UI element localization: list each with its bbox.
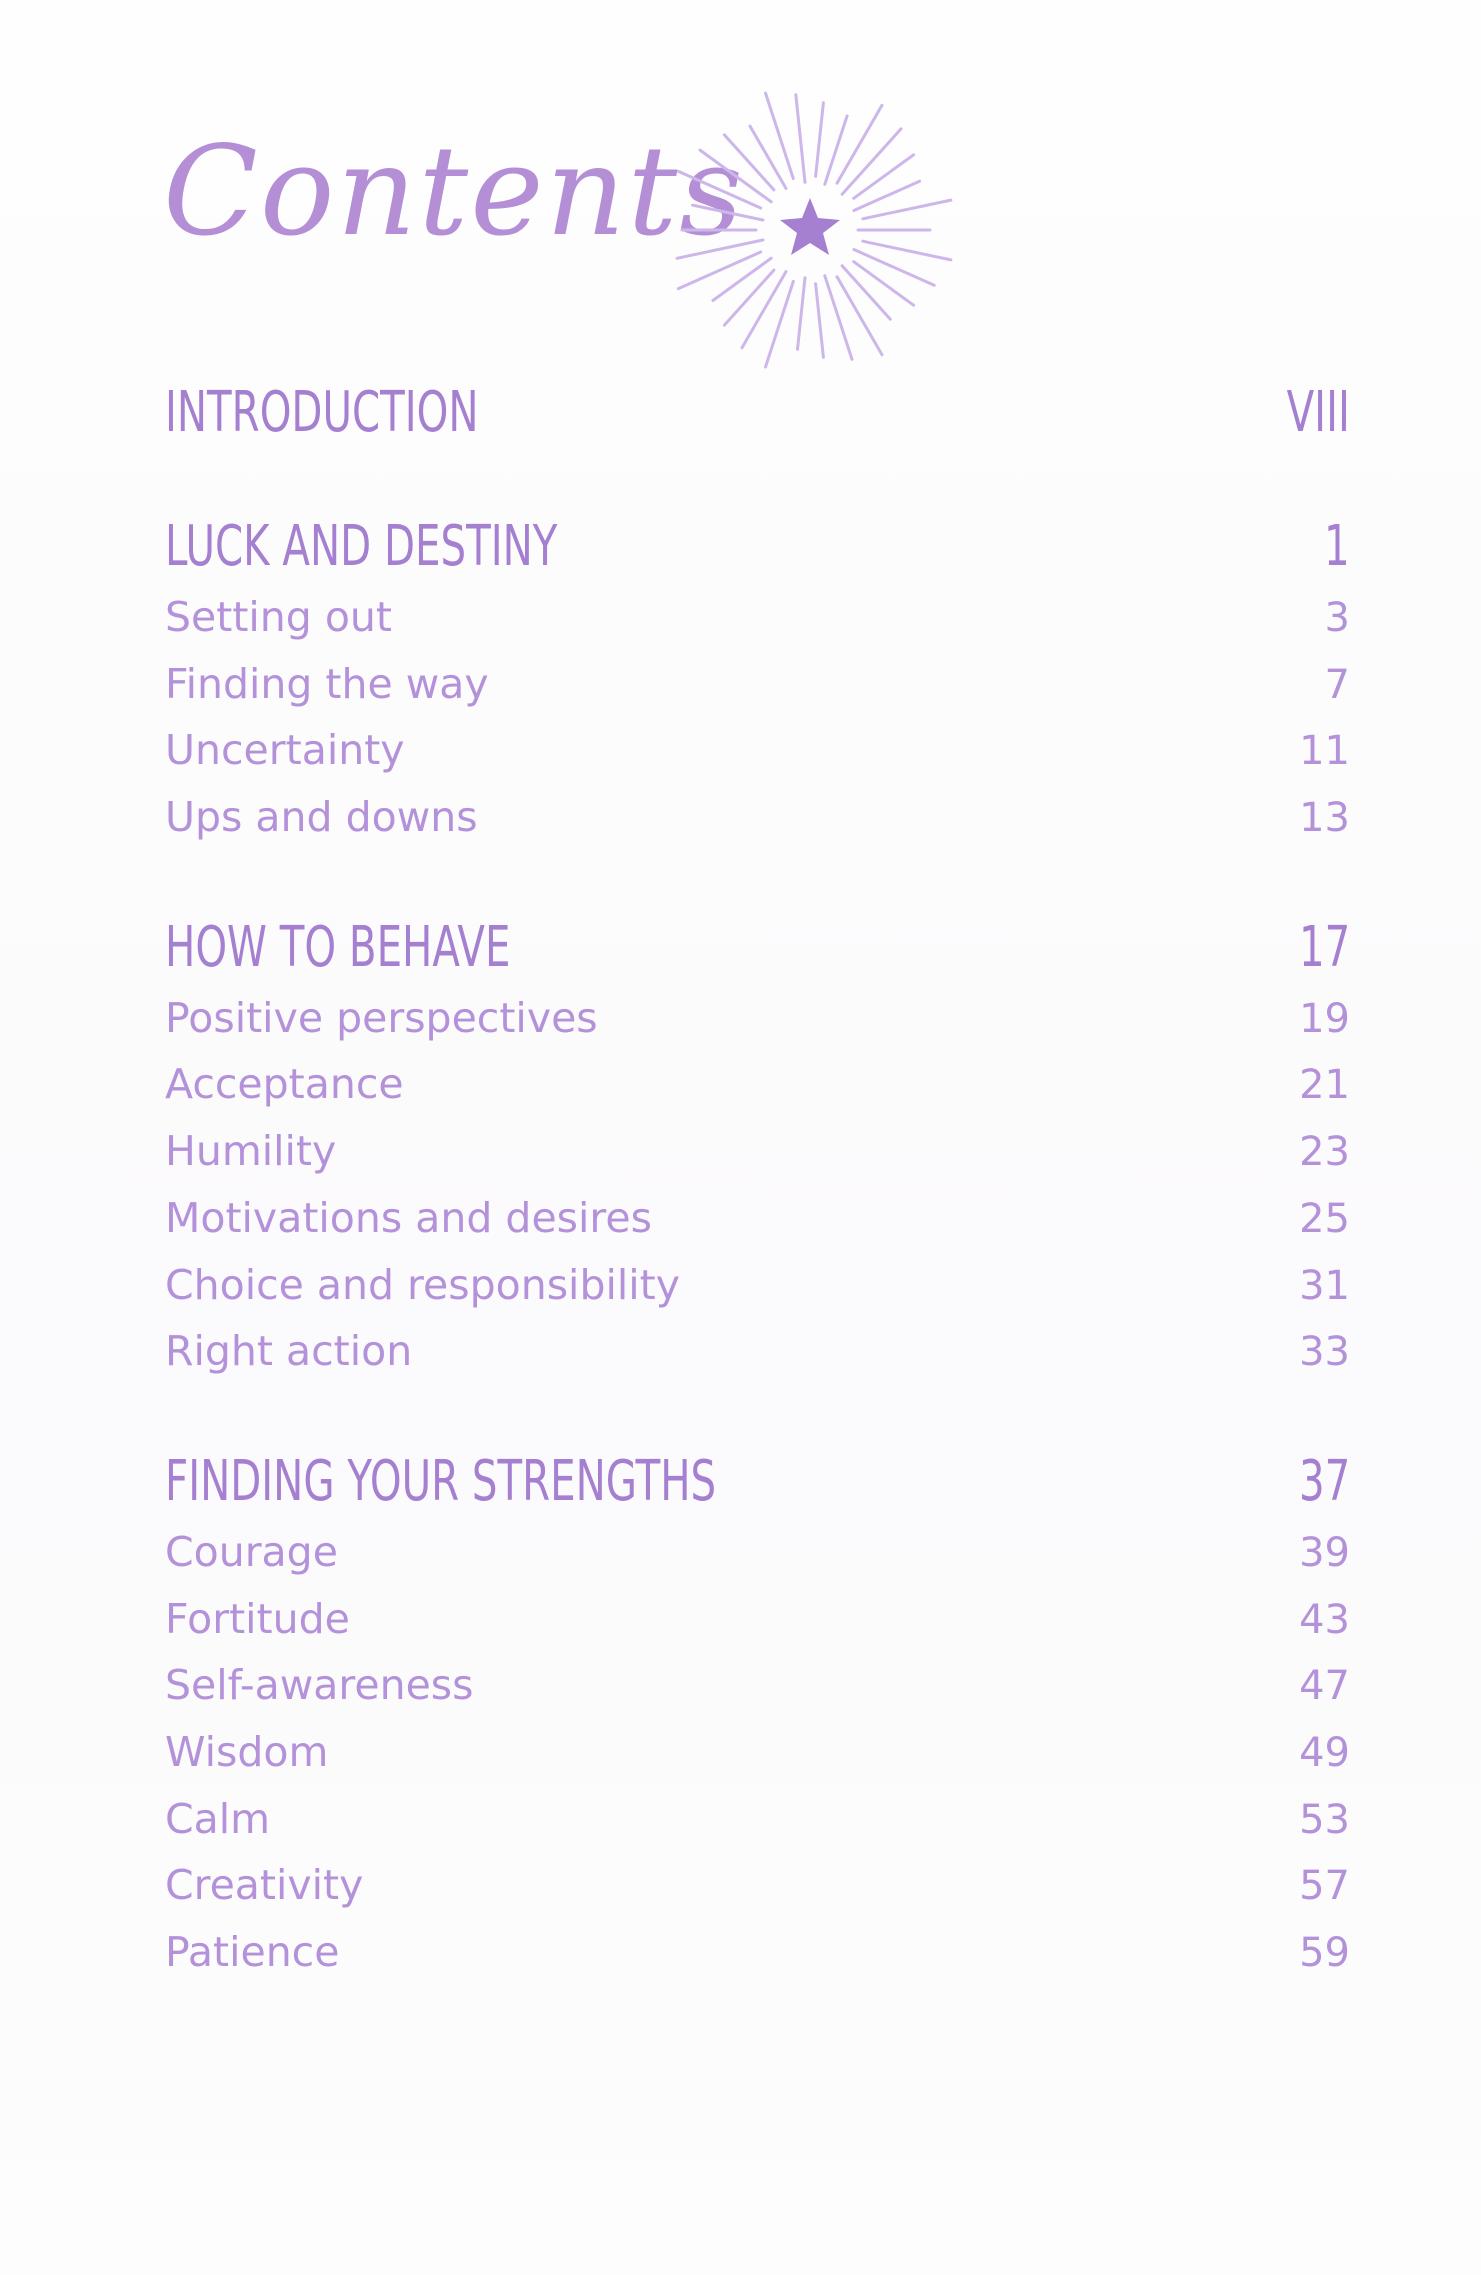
sunburst-ray <box>825 276 852 360</box>
toc-entry-wisdom[interactable] <box>165 1719 1350 1786</box>
sunburst-ray <box>863 241 951 260</box>
toc-entry-label: Wisdom <box>165 1727 329 1776</box>
toc-entry-page: 23 <box>1299 1129 1350 1176</box>
toc-entry-label: Patience <box>165 1928 340 1976</box>
toc-entry-creativity[interactable] <box>165 1852 1350 1919</box>
sunburst-ray <box>837 277 882 355</box>
sunburst-ray <box>798 278 806 350</box>
sunburst-ray <box>693 205 763 220</box>
toc-entry-acceptance[interactable] <box>165 1051 1350 1118</box>
toc-entry-label: Acceptance <box>165 1060 404 1109</box>
toc-entry-label: Choice and responsibility <box>165 1260 680 1309</box>
toc-entry-label: Positive perspectives <box>165 993 598 1042</box>
toc-entry-how-to-behave[interactable] <box>165 911 1350 985</box>
toc-entry-motivations-and-desires[interactable] <box>165 1185 1350 1252</box>
toc-entry-page: 13 <box>1299 795 1350 842</box>
toc-entry-choice-and-responsibility[interactable] <box>165 1252 1350 1319</box>
toc-entry-label: Ups and downs <box>165 793 478 842</box>
sunburst-ray <box>678 171 760 208</box>
star-icon <box>780 198 840 255</box>
toc-entry-page: VIII <box>1286 380 1350 445</box>
toc-entry-label: Self-awareness <box>165 1661 474 1710</box>
toc-entry-label: Right action <box>165 1327 413 1376</box>
toc-entry-introduction[interactable] <box>165 376 1350 450</box>
toc-entry-page: 25 <box>1299 1195 1350 1242</box>
toc-entry-page: 37 <box>1298 1448 1350 1514</box>
sunburst-ray <box>713 258 771 300</box>
toc-entry-page: 57 <box>1299 1863 1350 1910</box>
toc-entry-label: Motivations and desires <box>165 1193 652 1242</box>
toc-entry-page: 3 <box>1324 595 1350 641</box>
sunburst-ray <box>766 281 794 367</box>
sunburst-ray <box>766 93 794 179</box>
toc-entry-courage[interactable] <box>165 1519 1350 1586</box>
toc-entry-page: 39 <box>1299 1529 1350 1576</box>
toc-entry-patience[interactable] <box>165 1919 1350 1986</box>
toc-entry-label: Finding the way <box>165 659 489 708</box>
toc-entry-page: 31 <box>1299 1262 1350 1309</box>
toc-entry-page: 1 <box>1324 514 1350 579</box>
toc-entry-page: 7 <box>1324 661 1350 708</box>
toc-entry-label: Courage <box>165 1527 338 1576</box>
toc-entry-fortitude[interactable] <box>165 1586 1350 1653</box>
star-burst-icon <box>660 80 960 380</box>
toc-entry-luck-and-destiny[interactable] <box>165 510 1350 584</box>
toc-entry-page: 43 <box>1299 1596 1350 1643</box>
toc-entry-page: 59 <box>1299 1930 1350 1976</box>
sunburst-ray <box>842 266 890 320</box>
toc-entry-setting-out[interactable] <box>165 584 1350 651</box>
sunburst-ray <box>837 105 882 183</box>
toc-entry-finding-the-way[interactable] <box>165 651 1350 718</box>
toc-entry-label: Fortitude <box>165 1594 350 1643</box>
table-of-contents <box>165 376 1350 1986</box>
toc-entry-self-awareness[interactable] <box>165 1652 1350 1719</box>
sunburst-ray <box>854 181 920 210</box>
toc-entry-page: 21 <box>1299 1062 1350 1109</box>
toc-entry-label: Calm <box>165 1794 271 1843</box>
toc-entry-label: FINDING YOUR STRENGTHS <box>165 1448 717 1514</box>
toc-entry-label: Setting out <box>165 593 392 641</box>
toc-entry-right-action[interactable] <box>165 1318 1350 1385</box>
sunburst-ray <box>724 135 774 190</box>
toc-entry-label: Uncertainty <box>165 726 405 775</box>
sunburst-ray <box>724 270 774 325</box>
toc-entry-finding-your-strengths[interactable] <box>165 1445 1350 1519</box>
toc-entry-label: LUCK AND DESTINY <box>165 514 558 579</box>
sunburst-ray <box>816 103 824 177</box>
sunburst-ray <box>678 252 760 289</box>
sunburst-ray <box>863 200 951 219</box>
sunburst-ray <box>854 155 914 199</box>
sunburst-ray <box>816 284 824 358</box>
toc-entry-uncertainty[interactable] <box>165 717 1350 784</box>
toc-entry-page: 11 <box>1299 728 1350 775</box>
page-title: Contents <box>163 120 745 264</box>
sunburst-ray <box>854 262 914 306</box>
toc-entry-humility[interactable] <box>165 1118 1350 1185</box>
toc-entry-page: 47 <box>1299 1663 1350 1710</box>
toc-entry-label: INTRODUCTION <box>165 380 479 445</box>
toc-entry-page: 49 <box>1299 1729 1350 1776</box>
toc-entry-label: Humility <box>165 1127 337 1176</box>
sunburst-ray <box>796 95 805 183</box>
toc-entry-label: HOW TO BEHAVE <box>165 914 511 980</box>
toc-entry-positive-perspectives[interactable] <box>165 985 1350 1052</box>
toc-entry-page: 33 <box>1299 1329 1350 1376</box>
toc-entry-page: 17 <box>1298 914 1350 980</box>
toc-entry-ups-and-downs[interactable] <box>165 784 1350 851</box>
toc-entry-page: 53 <box>1299 1796 1350 1843</box>
toc-entry-page: 19 <box>1299 995 1350 1042</box>
toc-entry-calm[interactable] <box>165 1786 1350 1853</box>
toc-entry-label: Creativity <box>165 1861 364 1910</box>
